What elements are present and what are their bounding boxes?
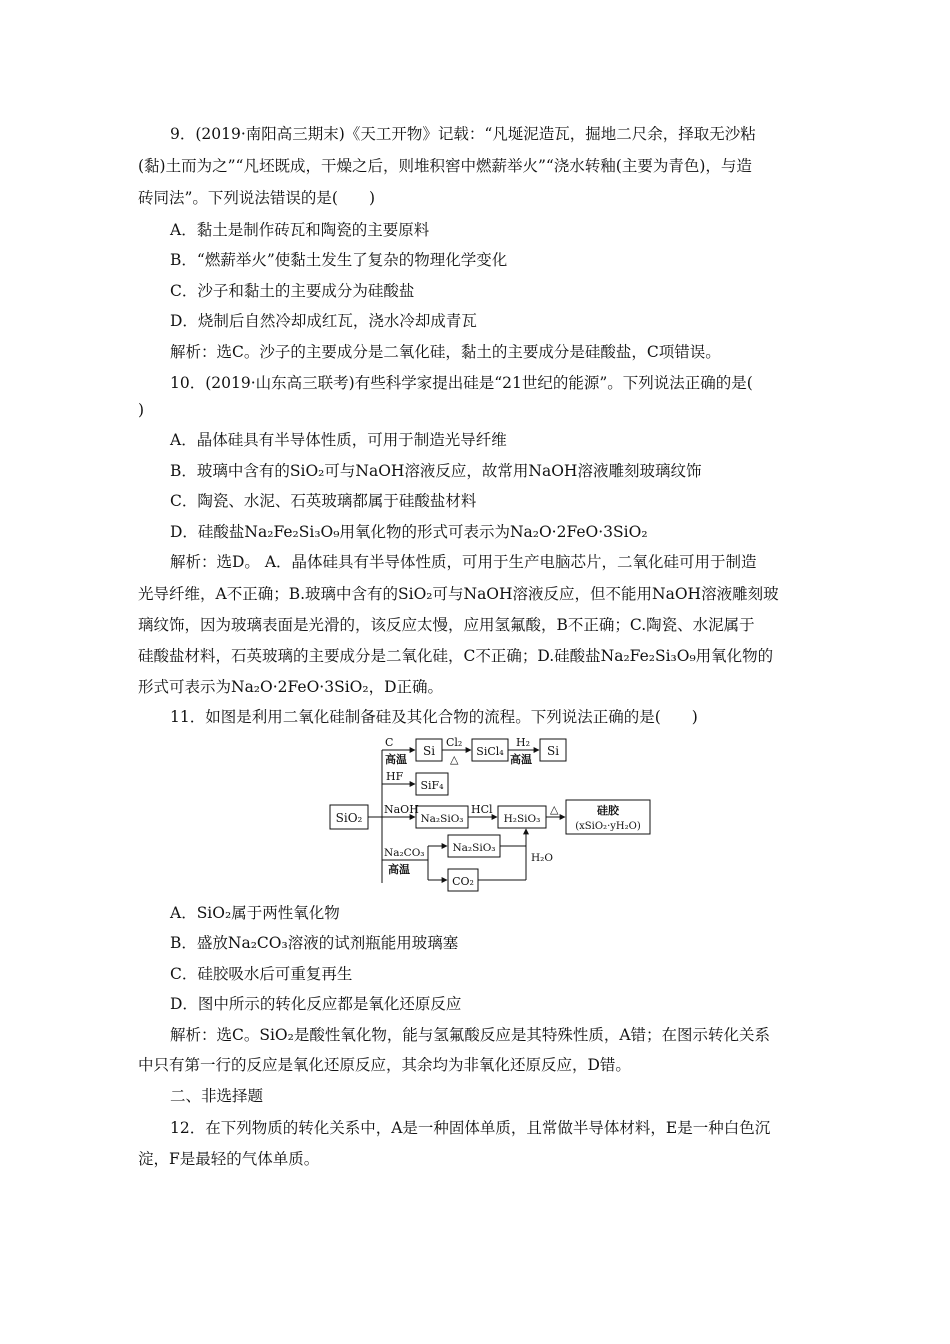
q10-stem-line2: ) bbox=[138, 401, 145, 419]
q11-analysis-line1: 解析：选C。SiO₂是酸性氧化物，能与氢氟酸反应是其特殊性质，A错；在图示转化关系 bbox=[170, 1026, 771, 1044]
q10-stem-line1: 10．(2019·山东高三联考)有些科学家提出硅是“21世纪的能源”。下列说法正确的是( bbox=[170, 374, 753, 392]
q9-option-a: A．黏土是制作砖瓦和陶瓷的主要原料 bbox=[170, 221, 430, 239]
q10-option-d: D．硅酸盐Na₂Fe₂Si₃O₉用氧化物的形式可表示为Na₂O·2FeO·3SiO₂ bbox=[170, 523, 648, 541]
q10-option-a: A．晶体硅具有半导体性质，可用于制造光导纤维 bbox=[170, 431, 507, 449]
label-hf: HF bbox=[386, 770, 404, 783]
label-high-temp-1: 高温 bbox=[385, 753, 407, 766]
q9-option-d: D．烧制后自然冷却成红瓦，浇水冷却成青瓦 bbox=[170, 312, 477, 330]
silicon-flow-diagram bbox=[320, 730, 660, 895]
q11-stem: 11．如图是利用二氧化硅制备硅及其化合物的流程。下列说法正确的是( ) bbox=[170, 708, 698, 726]
label-h2sio3: H₂SiO₃ bbox=[503, 813, 541, 825]
label-delta-2: △ bbox=[550, 803, 559, 816]
q9-stem-line2: (黏)土而为之”“凡坯既成，干燥之后，则堆积窖中燃薪举火”“浇水转釉(主要为青色)，与造 bbox=[138, 157, 752, 175]
label-cl2: Cl₂ bbox=[446, 736, 463, 749]
label-naoh: NaOH bbox=[384, 803, 419, 816]
label-h2o: H₂O bbox=[531, 852, 553, 864]
label-hcl: HCl bbox=[471, 803, 493, 816]
section-heading: 二、非选择题 bbox=[170, 1087, 264, 1105]
q11-option-c: C．硅胶吸水后可重复再生 bbox=[170, 965, 353, 983]
label-high-temp-2: 高温 bbox=[510, 753, 532, 766]
label-delta-1: △ bbox=[450, 753, 459, 766]
label-h2: H₂ bbox=[516, 736, 531, 749]
label-silica-gel-formula: (xSiO₂·yH₂O) bbox=[575, 821, 641, 832]
label-sio2: SiO₂ bbox=[335, 811, 363, 825]
q12-stem-line1: 12．在下列物质的转化关系中，A是一种固体单质，且常做半导体材料，E是一种白色沉 bbox=[170, 1119, 771, 1137]
label-na2co3: Na₂CO₃ bbox=[384, 847, 425, 859]
q10-analysis-line3: 璃纹饰，因为玻璃表面是光滑的，该反应太慢，应用氢氟酸，B不正确；C.陶瓷、水泥属于 bbox=[138, 616, 755, 634]
label-na2sio3-2: Na₂SiO₃ bbox=[452, 842, 496, 854]
q10-analysis-line1: 解析：选D。 A．晶体硅具有半导体性质，可用于生产电脑芯片，二氧化硅可用于制造 bbox=[170, 553, 757, 571]
q12-stem-line2: 淀，F是最轻的气体单质。 bbox=[138, 1150, 320, 1168]
q10-analysis-line4: 硅酸盐材料，石英玻璃的主要成分是二氧化硅，C不正确；D.硅酸盐Na₂Fe₂Si₃O₉用氧化物的 bbox=[138, 647, 774, 665]
label-silica-gel: 硅胶 bbox=[597, 804, 619, 817]
label-co2: CO₂ bbox=[452, 875, 474, 888]
q9-stem-line3: 砖同法”。下列说法错误的是( ) bbox=[138, 189, 376, 207]
label-na2sio3-1: Na₂SiO₃ bbox=[420, 813, 464, 825]
label-si-1: Si bbox=[422, 744, 436, 758]
q10-option-c: C．陶瓷、水泥、石英玻璃都属于硅酸盐材料 bbox=[170, 492, 477, 510]
q11-option-d: D．图中所示的转化反应都是氧化还原反应 bbox=[170, 995, 462, 1013]
q10-analysis-line2: 光导纤维，A不正确；B.玻璃中含有的SiO₂可与NaOH溶液反应，但不能用NaOH溶液雕刻玻 bbox=[138, 585, 779, 603]
q11-analysis-line2: 中只有第一行的反应是氧化还原反应，其余均为非氧化还原反应，D错。 bbox=[138, 1056, 631, 1074]
q9-stem-line1: 9．(2019·南阳高三期末)《天工开物》记载：“凡埏泥造瓦，掘地二尺余，择取无沙粘 bbox=[170, 125, 756, 143]
label-si-2: Si bbox=[546, 744, 560, 758]
q9-analysis: 解析：选C。沙子的主要成分是二氧化硅，黏土的主要成分是硅酸盐，C项错误。 bbox=[170, 343, 721, 361]
q11-option-a: A．SiO₂属于两性氧化物 bbox=[170, 904, 340, 922]
label-sicl4: SiCl₄ bbox=[476, 745, 504, 758]
label-high-temp-3: 高温 bbox=[388, 863, 410, 876]
q10-analysis-line5: 形式可表示为Na₂O·2FeO·3SiO₂，D正确。 bbox=[138, 678, 444, 696]
label-c: C bbox=[385, 736, 394, 749]
label-sif4: SiF₄ bbox=[420, 779, 444, 792]
q9-option-b: B．“燃薪举火”使黏土发生了复杂的物理化学变化 bbox=[170, 251, 508, 269]
q9-option-c: C．沙子和黏土的主要成分为硅酸盐 bbox=[170, 282, 415, 300]
q11-option-b: B．盛放Na₂CO₃溶液的试剂瓶能用玻璃塞 bbox=[170, 934, 459, 952]
q10-option-b: B．玻璃中含有的SiO₂可与NaOH溶液反应，故常用NaOH溶液雕刻玻璃纹饰 bbox=[170, 462, 702, 480]
